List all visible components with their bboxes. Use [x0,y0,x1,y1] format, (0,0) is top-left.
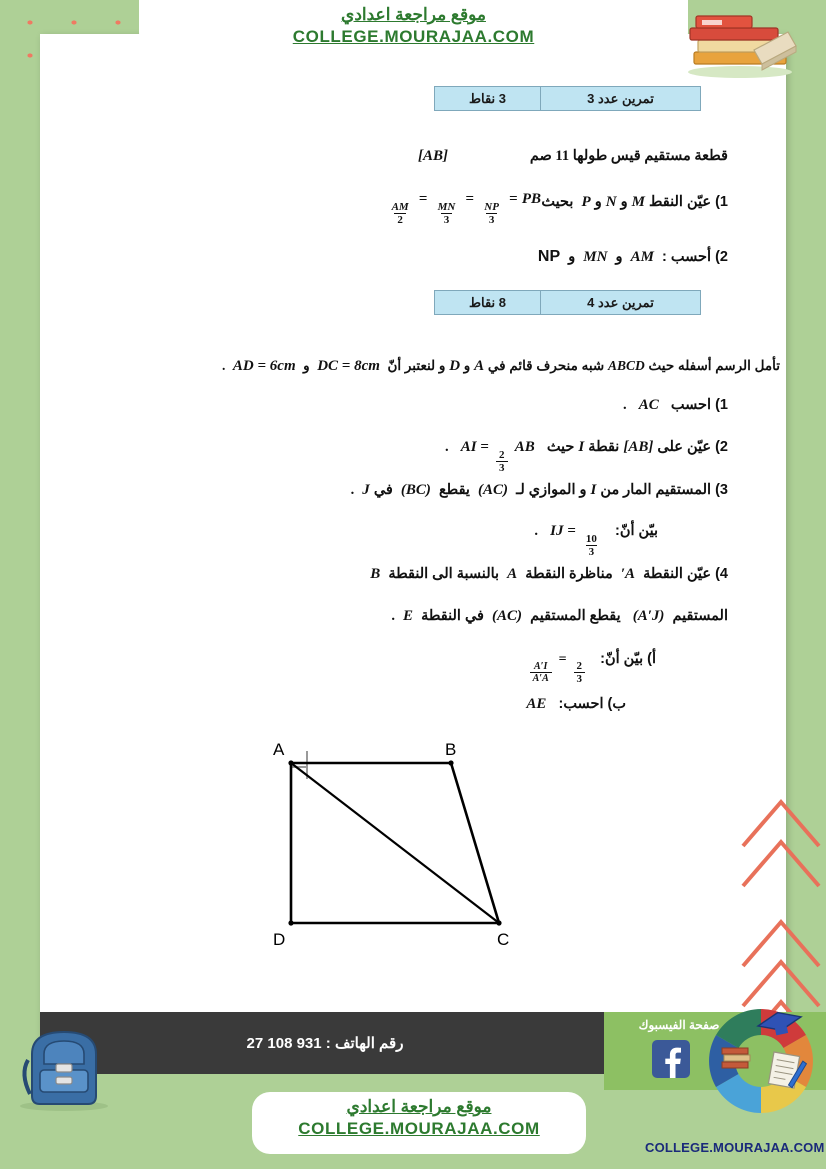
exercise4-q4-line-apj: (A′J) [632,608,665,624]
exercise4-number: تمرين عدد 4 [540,291,700,314]
exercise4-q4-text-rel: بالنسبة الى النقطة [388,566,500,582]
exercise4-q4-marker: 4) [715,566,728,582]
fraction-2-3-ab: $\frac{2}{3}$ [496,450,508,474]
figure-label-d: D [273,930,286,949]
fraction-mn-3: $\frac{MN}{3}$ [437,200,456,226]
exercise4-q3-text-before: المستقيم المار من [600,482,712,498]
exercise4-q4-line2-before: المستقيم [672,608,728,624]
exercise4-q1-value-ac: AC [638,397,659,413]
exercise4-q4-line1 [370,564,728,584]
exercise3-points: 3 نقاط [468,90,507,106]
exercise4-q4-text-mid: مناظرة النقطة [525,566,613,582]
exercise4-vertex-d: D [449,358,461,374]
phone-number: 27 108 931 [246,1034,322,1052]
exercise4-part-a-label: بيّن أنّ: [600,651,644,667]
exercise4-intro-part3: و لنعتبر أنّ [387,358,446,373]
exercise3-q2-item-np: NP [537,248,561,265]
exercise3-q1-equation: $\frac{AM}{2}$ = $\frac{MN}{3}$ = $\frac{NP}{3}$ = PB [386,189,541,226]
backpack-illustration [6,1020,122,1112]
exercise3-q2-conj-1: و [615,249,623,265]
figure-label-b: B [445,740,457,759]
equation-tail-pb: PB [521,191,541,207]
header-title-arabic: موقع مراجعة اعدادي [341,5,486,24]
exercise4-q3-show-lhs: IJ = [550,523,576,539]
exercise4-q3-period: . [350,482,355,498]
exercise4-q4-part-a [527,648,656,685]
exercise4-part-b-marker: ب) [607,696,626,712]
exercise4-intro-period: . [222,358,226,373]
exercise3-badge [434,86,701,111]
exercise4-intro-conj1: و [463,358,471,373]
exercise4-q4-line2 [391,606,728,626]
exercise3-q2-marker: 2) [715,249,728,265]
exercise4-part-b-label: احسب: [558,696,604,712]
exercise4-vertex-a: A [474,358,485,374]
exercise4-q3-text-at: في [373,482,393,498]
exercise3-q1-conj-1: و [620,194,628,210]
exercise4-q2 [445,437,728,474]
exercise4-intro [222,356,780,376]
footer-title-english: COLLEGE.MOURAJAA.COM [298,1119,540,1138]
trapezoid-figure [255,735,525,960]
exercise3-intro-bracket: [AB] [418,148,448,164]
exercise4-q2-text-after: حيث [546,439,575,455]
exercise4-q1-marker: 1) [715,397,728,413]
exercise4-q4-point-aprime: A′ [620,566,636,582]
exercise4-q3-point-i: I [590,482,597,498]
exercise4-q2-text-before: عيّن على [657,439,712,455]
exercise4-q2-period: . [445,439,449,455]
fraction-np-3: $\frac{NP}{3}$ [484,200,499,226]
exercise4-shape-abcd: ABCD [608,358,645,373]
exercise4-q2-segment-ab: [AB] [623,439,654,455]
education-wheel-illustration [700,1000,822,1122]
exercise4-q3 [351,480,728,500]
exercise4-q4-line2-at: في النقطة [421,608,484,624]
exercise4-q4-part-b [526,694,626,714]
fraction-2-3-result: $\frac{2}{3}$ [574,661,586,685]
corner-watermark: COLLEGE.MOURAJAA.COM [645,1140,825,1155]
footer-banner [252,1092,586,1154]
exercise3-q1-point-n: N [605,194,617,210]
exercise4-q4-line-ac: (AC) [492,608,523,624]
exercise4-q2-eq-lhs: AI = [460,439,489,455]
exercise4-q3-text-cuts: يقطع [438,482,470,498]
exercise3-q2-conj-2: و [568,249,576,265]
phone-label: رقم الهاتف : [325,1035,404,1052]
figure-label-a: A [273,740,285,759]
phone-info [40,1012,610,1074]
exercise4-q3-line-ac: (AC) [478,482,509,498]
fraction-am-2: $\frac{AM}{2}$ [391,200,409,226]
exercise4-q4-line2-cuts: يقطع المستقيم [530,608,621,624]
exercise4-part-b-value-ae: AE [526,696,547,712]
exercise4-q1 [623,395,728,415]
exercise4-intro-part2: شبه منحرف قائم في [487,358,605,373]
exercise4-intro-conj2: و [303,358,310,373]
exercise4-points: 8 نقاط [468,294,507,310]
exercise4-q3-point-j: J [362,482,370,498]
exercise4-q1-period: . [623,397,627,413]
exercise4-q1-text: احسب [670,397,712,413]
header-title-english: COLLEGE.MOURAJAA.COM [292,27,535,46]
exercise4-q4-point-b: B [370,566,381,582]
exercise4-q2-eq-rhs: AB [514,439,535,455]
exercise3-intro [530,146,728,166]
exercise3-q2 [538,247,728,267]
exercise4-q3-show [534,521,658,558]
exercise4-q4-period: . [391,608,395,624]
fraction-10-3: $\frac{10}{3}$ [585,532,597,558]
exercise3-q1 [541,192,728,212]
exercise3-q2-item-am: AM [630,249,654,265]
exercise4-q4-point-e: E [403,608,414,624]
exercise3-intro-segment: قطعة مستقيم قيس طولها 11 صم [529,148,728,164]
exercise4-intro-part1: تأمل الرسم أسفله حيث [648,358,780,373]
exercise4-q3-line-bc: (BC) [400,482,431,498]
exercise3-q2-item-mn: MN [583,249,608,265]
exercise4-q3-show-label: بيّن أنّ: [615,523,658,539]
exercise3-q1-point-m: M [631,194,645,210]
exercise4-q3-conj: و الموازي لـ [516,482,587,498]
facebook-icon[interactable] [652,1040,690,1078]
exercise4-q2-point-i: I [578,439,585,455]
exercise4-q3-marker: 3) [715,482,728,498]
facebook-label: صفحة الفيسبوك [638,1018,720,1032]
exercise3-number: تمرين عدد 3 [540,87,700,110]
exercise3-q1-point-p: P [581,194,591,210]
exercise4-part-a-equals: = [558,652,567,667]
exercise4-q4-point-a: A [507,566,518,582]
exercise4-q2-marker: 2) [715,439,728,455]
exercise4-dc-value: DC = 8cm [317,358,380,374]
figure-label-c: C [497,930,510,949]
exercise3-q1-text-before: عيّن النقط [649,194,712,210]
exercise4-q2-text-mid: نقطة [588,439,620,455]
exercise4-q4-text-before: عيّن النقطة [643,566,712,582]
exercise3-q1-marker: 1) [715,194,728,210]
footer-title-arabic: موقع مراجعة اعدادي [346,1097,492,1116]
exercise3-q2-text: أحسب : [662,249,712,265]
fraction-api-apa: $\frac{A'I}{A'A}$ [530,661,552,685]
exercise3-q1-conj-2: و [594,194,602,210]
exercise4-badge [434,290,701,315]
exercise4-ad-value: AD = 6cm [232,358,296,374]
exercise4-q3-show-period: . [534,523,539,539]
exercise4-part-a-marker: أ) [647,651,656,667]
exercise3-q1-text-after: بحيث [541,194,574,210]
